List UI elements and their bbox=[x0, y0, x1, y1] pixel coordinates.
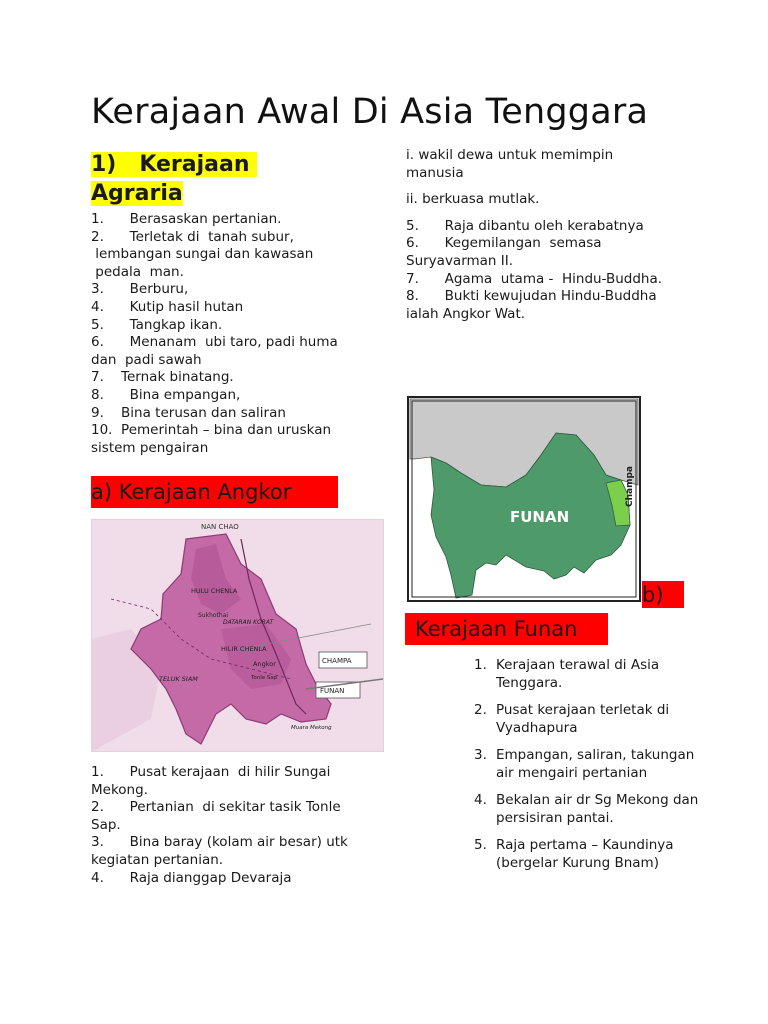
angkor-map bbox=[91, 519, 384, 752]
angkor-list-line: 3. Bina baray (kolam air besar) utk bbox=[91, 834, 348, 851]
angkor-list bbox=[91, 764, 348, 887]
angkor-line: ialah Angkor Wat. bbox=[406, 305, 526, 322]
agraria-line: lembangan sungai dan kawasan bbox=[91, 246, 314, 263]
agraria-line: 10. Pemerintah – bina dan uruskan bbox=[91, 422, 332, 439]
devaraja-point-i-cont: manusia bbox=[406, 164, 464, 181]
angkor-list-line: kegiatan pertanian. bbox=[91, 851, 224, 868]
agraria-line: 8. Bina empangan, bbox=[91, 386, 241, 403]
agraria-line: sistem pengairan bbox=[91, 439, 209, 456]
funan-map bbox=[406, 395, 642, 603]
map-label-dataran-korat: DATARAN KORAT bbox=[223, 619, 274, 626]
agraria-line: 5. Tangkap ikan. bbox=[91, 316, 223, 333]
agraria-line: 3. Berburu, bbox=[91, 281, 189, 298]
list-item: 4. Bekalan air dr Sg Mekong dan persisiran pantai. bbox=[474, 792, 699, 826]
list-item: 2. Pusat kerajaan terletak di Vyadhapura bbox=[474, 702, 670, 736]
map-label-muara-mekong: Muara Mekong bbox=[291, 725, 332, 731]
agraria-line: dan padi sawah bbox=[91, 351, 202, 368]
agraria-line: 2. Terletak di tanah subur, bbox=[91, 228, 294, 245]
agraria-line: 7. Ternak binatang. bbox=[91, 369, 234, 386]
list-item: 3. Empangan, saliran, takungan air mengairi pertanian bbox=[474, 747, 695, 781]
devaraja-point-i: i. wakil dewa untuk memimpin bbox=[406, 147, 614, 163]
angkor-line: 6. Kegemilangan semasa bbox=[406, 235, 602, 252]
champa-map-label: Champa bbox=[625, 466, 635, 507]
angkor-list-line: Sap. bbox=[91, 816, 121, 833]
map-label-teluk-siam: TELUK SIAM bbox=[159, 675, 198, 683]
angkor-list-line: 4. Raja dianggap Devaraja bbox=[91, 869, 292, 886]
angkor-continued-list bbox=[406, 147, 662, 323]
map-label-hilir-chenla: HILIR CHENLA bbox=[221, 645, 267, 653]
angkor-line: 7. Agama utama - Hindu-Buddha. bbox=[406, 270, 663, 287]
agraria-list bbox=[91, 211, 338, 457]
section-heading-angkor: a) Kerajaan Angkor bbox=[91, 476, 338, 508]
angkor-list-line: Mekong. bbox=[91, 781, 148, 798]
devaraja-point-ii: ii. berkuasa mutlak. bbox=[406, 191, 540, 208]
map-label-nan-chao: NAN CHAO bbox=[201, 523, 239, 531]
section-heading-agraria-line2: Agraria bbox=[91, 181, 183, 206]
angkor-list-line: 2. Pertanian di sekitar tasik Tonle bbox=[91, 799, 341, 816]
funan-map-label: FUNAN bbox=[510, 508, 570, 526]
map-label-angkor: Angkor bbox=[253, 660, 276, 668]
agraria-line: pedala man. bbox=[91, 263, 184, 280]
map-label-champa: CHAMPA bbox=[322, 657, 352, 665]
agraria-line: 9. Bina terusan dan saliran bbox=[91, 404, 286, 421]
angkor-list-line: 1. Pusat kerajaan di hilir Sungai bbox=[91, 764, 331, 780]
map-label-hulu-chenla: HULU CHENLA bbox=[191, 587, 238, 595]
map-label-sukhothai: Sukhothai bbox=[198, 612, 229, 619]
map-label-funan: FUNAN bbox=[320, 687, 345, 695]
page-title: Kerajaan Awal Di Asia Tenggara bbox=[91, 92, 649, 132]
angkor-line: 5. Raja dibantu oleh kerabatnya bbox=[406, 217, 644, 234]
angkor-line: Suryavarman II. bbox=[406, 252, 514, 269]
agraria-line: 4. Kutip hasil hutan bbox=[91, 298, 244, 315]
list-item: 1. Kerajaan terawal di Asia Tenggara. bbox=[474, 657, 660, 691]
section-heading-funan: Kerajaan Funan bbox=[405, 613, 608, 645]
agraria-line: 1. Berasaskan pertanian. bbox=[91, 211, 282, 227]
section-heading-agraria-line1: 1) Kerajaan bbox=[91, 152, 258, 177]
list-item: 5. Raja pertama – Kaundinya (bergelar Kurung Bnam) bbox=[474, 837, 674, 871]
agraria-line: 6. Menanam ubi taro, padi huma bbox=[91, 334, 338, 351]
map-label-tonle-sap: Tonle Sap bbox=[251, 675, 278, 681]
section-heading-funan-letter: b) bbox=[642, 581, 684, 608]
angkor-line: 8. Bukti kewujudan Hindu-Buddha bbox=[406, 288, 657, 305]
funan-list bbox=[474, 656, 704, 881]
